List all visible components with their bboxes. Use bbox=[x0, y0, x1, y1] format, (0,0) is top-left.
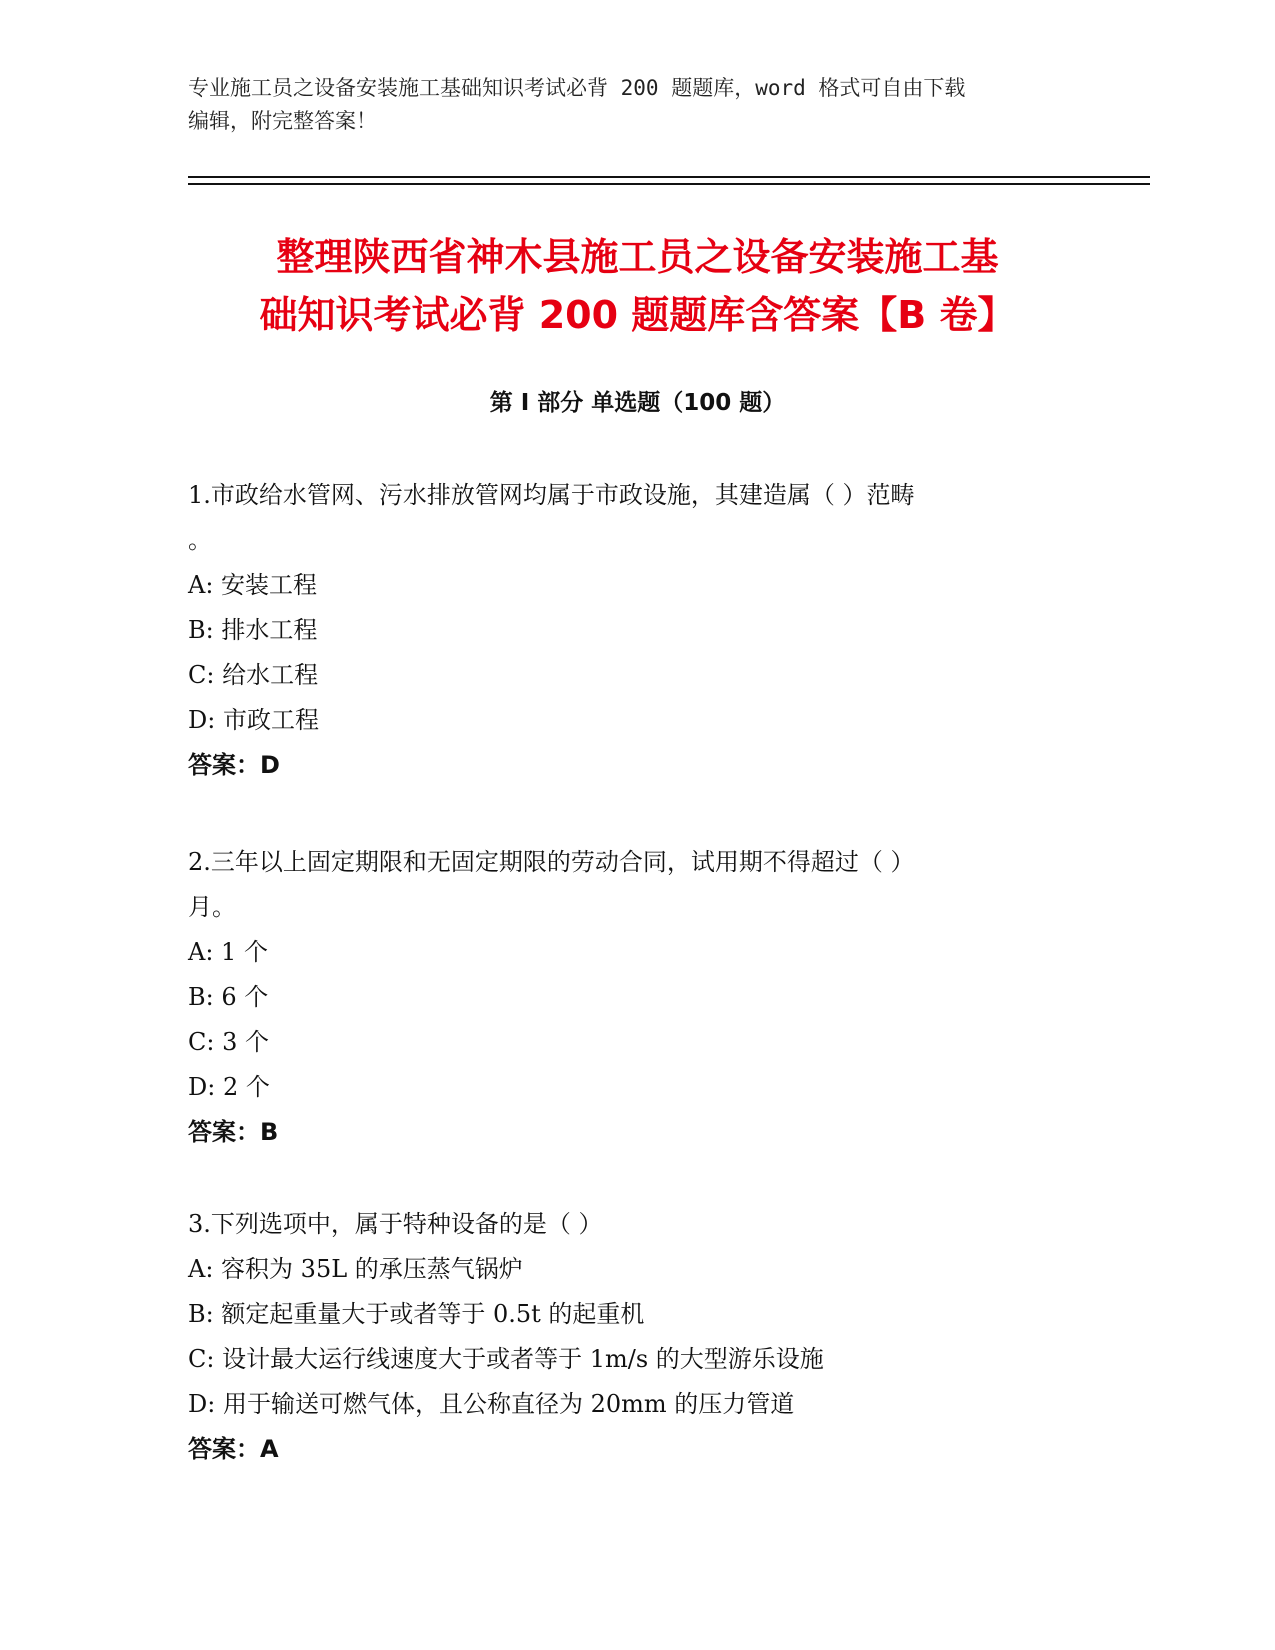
question-2 bbox=[188, 840, 1088, 1155]
question-3 bbox=[188, 1202, 1088, 1472]
question-stem: 2.三年以上固定期限和无固定期限的劳动合同，试用期不得超过（ ） bbox=[188, 848, 915, 876]
option-d: D: 2 个 bbox=[188, 1073, 270, 1101]
answer-label: 答案：D bbox=[188, 751, 280, 779]
question-stem-continued: 月。 bbox=[188, 893, 236, 921]
question-stem-continued: 。 bbox=[188, 526, 212, 554]
option-b: B: 排水工程 bbox=[188, 616, 318, 644]
document-header bbox=[188, 72, 1088, 138]
title-line-2: 础知识考试必背 200 题题库含答案【B 卷】 bbox=[259, 293, 1016, 337]
option-c: C: 给水工程 bbox=[188, 661, 319, 689]
option-a: A: 1 个 bbox=[188, 938, 268, 966]
option-d: D: 市政工程 bbox=[188, 706, 319, 734]
option-a: A: 容积为 35L 的承压蒸气锅炉 bbox=[188, 1255, 523, 1283]
option-c: C: 设计最大运行线速度大于或者等于 1m/s 的大型游乐设施 bbox=[188, 1345, 824, 1373]
option-b: B: 额定起重量大于或者等于 0.5t 的起重机 bbox=[188, 1300, 645, 1328]
question-stem: 3.下列选项中，属于特种设备的是（ ） bbox=[188, 1210, 603, 1238]
header-line-1: 专业施工员之设备安装施工基础知识考试必背 200 题题库，word 格式可自由下载 bbox=[188, 76, 966, 100]
section-heading: 第 I 部分 单选题（100 题） bbox=[489, 390, 786, 416]
option-b: B: 6 个 bbox=[188, 983, 269, 1011]
header-divider-top bbox=[188, 176, 1150, 178]
header-line-2: 编辑，附完整答案！ bbox=[188, 109, 377, 133]
answer-label: 答案：A bbox=[188, 1435, 279, 1463]
option-a: A: 安装工程 bbox=[188, 571, 318, 599]
option-d: D: 用于输送可燃气体，且公称直径为 20mm 的压力管道 bbox=[188, 1390, 795, 1418]
document-title bbox=[150, 228, 1125, 344]
option-c: C: 3 个 bbox=[188, 1028, 269, 1056]
title-line-1: 整理陕西省神木县施工员之设备安装施工基 bbox=[276, 235, 999, 279]
question-1 bbox=[188, 473, 1088, 788]
question-stem: 1.市政给水管网、污水排放管网均属于市政设施，其建造属（ ）范畴 bbox=[188, 481, 915, 509]
answer-label: 答案：B bbox=[188, 1118, 279, 1146]
header-divider-bottom bbox=[188, 183, 1150, 185]
